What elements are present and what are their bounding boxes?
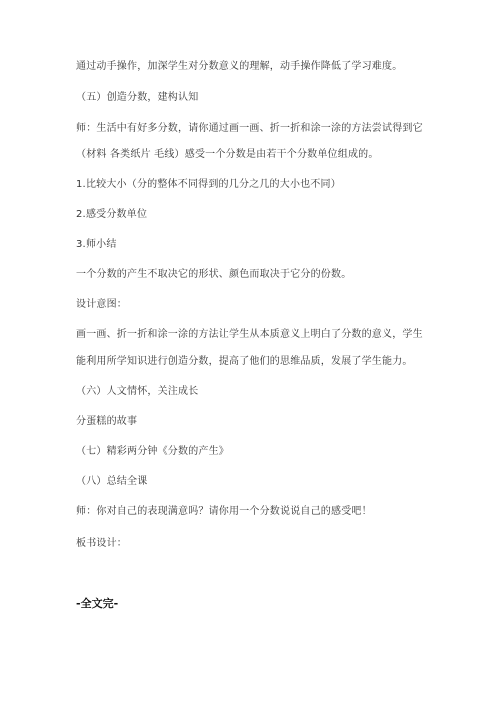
- section-heading-6: （六）人文情怀，关注成长: [76, 386, 199, 397]
- paragraph-line: 画一画、折一折和涂一涂的方法让学生从本质意义上明白了分数的意义，学生: [76, 329, 423, 340]
- paragraph-line: 能利用所学知识进行创造分数，提高了他们的思维品质，发展了学生能力。: [76, 356, 413, 367]
- section-heading-8: （八）总结全课: [76, 476, 148, 487]
- paragraph-line: 分蛋糕的故事: [76, 416, 138, 427]
- list-item-1: 1.比较大小（分的整体不同得到的几分之几的大小也不同）: [76, 179, 341, 190]
- section-heading-7: （七）精彩两分钟《分数的产生》: [76, 446, 229, 457]
- paragraph-line: 通过动手操作，加深学生对分数意义的理解，动手操作降低了学习难度。: [76, 61, 403, 72]
- paragraph-line: 师：你对自己的表现满意吗？请你用一个分数说说自己的感受吧！: [76, 506, 372, 517]
- paragraph-line: （材料 各类纸片 毛线）感受一个分数是由若干个分数单位组成的。: [76, 149, 379, 160]
- list-item-2: 2.感受分数单位: [76, 209, 148, 220]
- paragraph-line: 师：生活中有好多分数，请你通过画一画、折一折和涂一涂的方法尝试得到它: [76, 123, 423, 134]
- list-item-3: 3.师小结: [76, 239, 117, 250]
- section-heading-5: （五）创造分数，建构认知: [76, 92, 199, 103]
- paragraph-line: 一个分数的产生不取决它的形状、颜色而取决于它分的份数。: [76, 269, 352, 280]
- design-intent-label: 设计意图：: [76, 299, 127, 310]
- end-mark: -全文完-: [76, 597, 119, 610]
- board-design-label: 板书设计：: [76, 538, 127, 549]
